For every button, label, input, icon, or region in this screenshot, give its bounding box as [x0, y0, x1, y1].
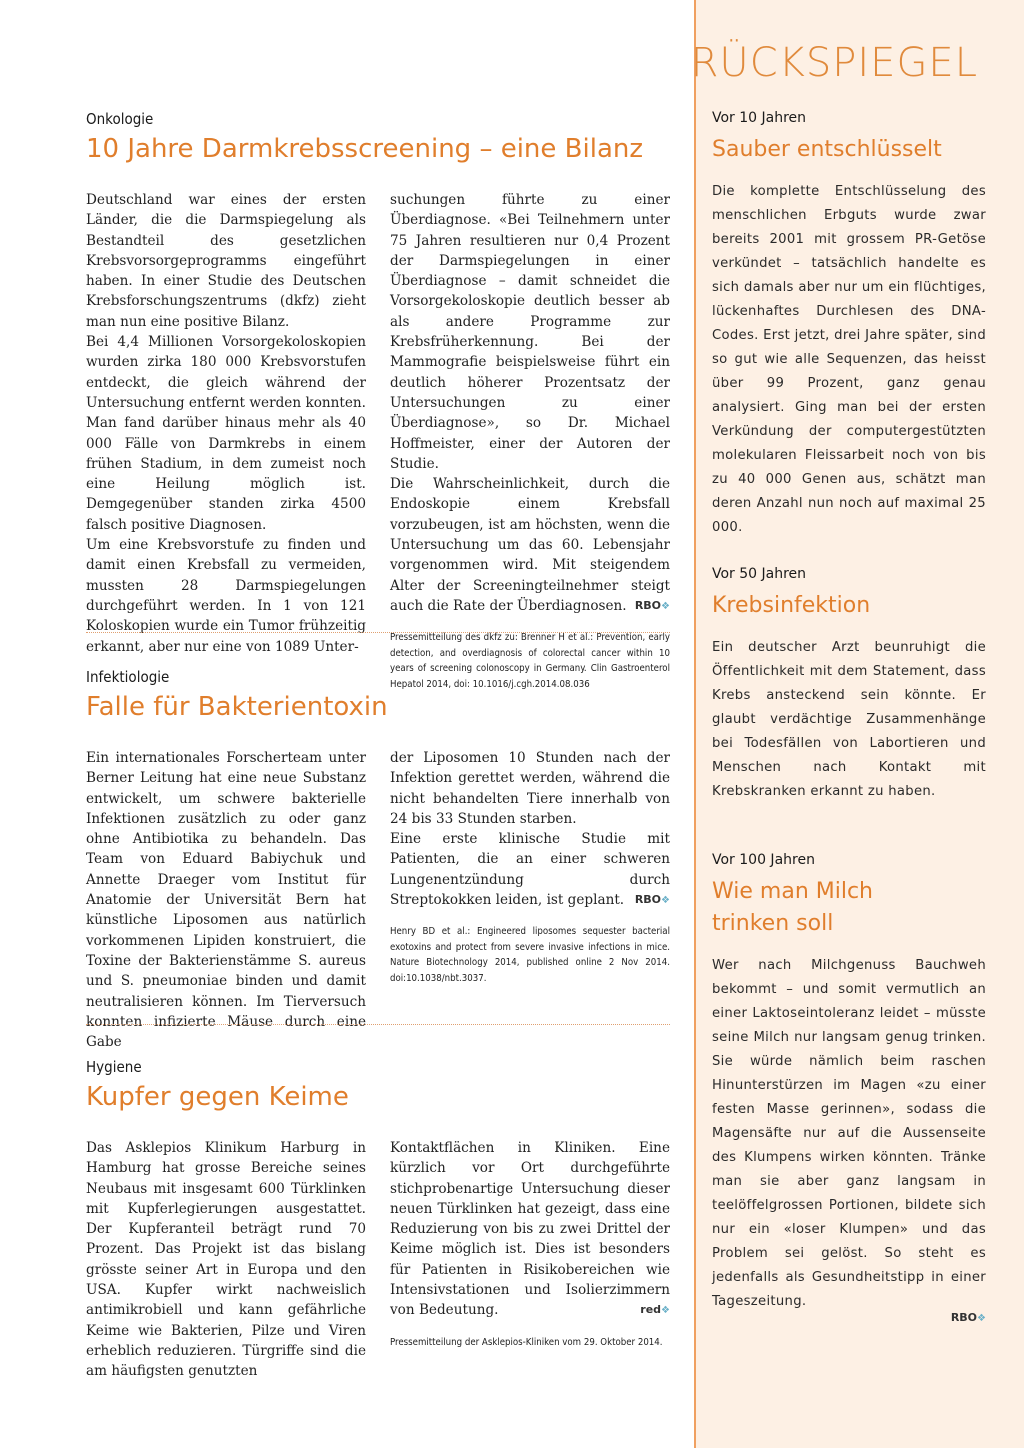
paragraph-text: Kontaktflächen in Kliniken. Eine kürzlich vor Ort durchgeführte stichprobenartige Untersuchung dieser neuen Türklinken hat gezeigt, dass eine Reduzierung von bis zu zwei Drittel der Keime möglich ist. Dies ist besonders für Patienten in Risikobereichen wie Intensivstationen und Isolierzimmern von Bedeutung.	[390, 1140, 670, 1319]
source-citation: Pressemitteilung des dkfz zu: Brenner H et al.: Prevention, early detection, and overdiagnosis of colorectal cancer within 10 years of screening colonoscopy in Germany. Clin Gastroenterol Hepatol 2014, doi: 10.1016/j.cgh.2014.08.036	[390, 632, 670, 690]
column-left	[86, 190, 366, 657]
article-headline: Kupfer gegen Keime	[86, 1082, 349, 1112]
signature-text: RBO	[634, 598, 662, 612]
headline-line: trinken soll	[712, 911, 834, 936]
signature-text: RBO	[634, 893, 662, 907]
sidebar-signature	[951, 1311, 986, 1324]
article-headline: Falle für Bakterientoxin	[86, 692, 388, 722]
article-oncology	[86, 110, 670, 164]
article-kicker: Onkologie	[86, 110, 154, 128]
sidebar-headline	[712, 876, 986, 940]
paragraph: Um eine Krebsvorstufe zu finden und damit einen Krebsfall zu vermeiden, mussten 28 Darmspiegelungen durchgeführt werden. In 1 von 121 Koloskopien wurde ein Tumor frühzeitig erkannt, aber nur eine von 1089 Unter-	[86, 537, 366, 655]
sidebar-kicker: Vor 100 Jahren	[712, 852, 815, 868]
article-infectiology	[86, 668, 670, 722]
paragraph	[390, 829, 670, 910]
paragraph-text: Eine erste klinische Studie mit Patienten, die an einer schweren Lungenentzündung durch Streptokokken leiden, ist geplant.	[390, 831, 670, 909]
sidebar-item-100-years	[712, 852, 986, 1314]
sidebar-headline: Sauber entschlüsselt	[712, 137, 942, 162]
sidebar-title: RÜCKSPIEGEL	[690, 40, 978, 86]
column-right	[390, 190, 670, 692]
sidebar-body: Ein deutscher Arzt beunruhigt die Öffentlichkeit mit dem Statement, dass Krebs ansteckend sein könnte. Er glaubt verdächtige Zusammenhänge bei Todesfällen von Labortieren und Menschen nach Kontakt mit Krebskranken erkannt zu haben.	[712, 640, 986, 799]
sidebar-rueckspiegel	[690, 0, 1024, 1448]
diamond-icon: ❖	[977, 1313, 986, 1324]
author-signature	[635, 890, 670, 911]
author-signature	[640, 1300, 670, 1321]
column-left	[86, 1138, 366, 1382]
sidebar-body: Die komplette Entschlüsselung des menschlichen Erbguts wurde zwar bereits 2001 mit grossem PR-Getöse verkündet – tatsächlich handelte es sich damals aber nur um ein flüchtiges, lückenhaftes Durchlesen des DNA-Codes. Erst jetzt, drei Jahre später, sind so gut wie alle Sequenzen, das heisst über 99 Prozent, ganz genau analysiert. Ging man bei der ersten Verkündung der computergestützten molekularen Fleissarbeit noch von bis zu 40 000 Genen aus, schätzt man deren Anzahl nun noch auf maximal 25 000.	[712, 184, 986, 535]
diamond-icon: ❖	[661, 1305, 670, 1317]
column-right	[390, 1138, 670, 1350]
source-citation: Henry BD et al.: Engineered liposomes sequester bacterial exotoxins and protect from severe invasive infections in mice. Nature Biotechnology 2014, published online 2 Nov 2014. doi:10.1038/nbt.3037.	[390, 926, 670, 984]
column-right	[390, 748, 670, 986]
divider	[86, 632, 670, 633]
paragraph: der Liposomen 10 Stunden nach der Infektion gerettet werden, während die nicht behandelten Tiere innerhalb von 24 bis 33 Stunden starben.	[390, 750, 670, 827]
author-signature	[635, 596, 670, 617]
headline-line: Wie man Milch	[712, 879, 874, 904]
sidebar-item-10-years	[712, 110, 986, 540]
divider	[86, 1024, 670, 1025]
sidebar-kicker: Vor 10 Jahren	[712, 110, 807, 126]
paragraph	[390, 474, 670, 616]
article-kicker: Hygiene	[86, 1058, 142, 1076]
signature-text: red	[640, 1303, 662, 1317]
sidebar-item-50-years	[712, 566, 986, 804]
paragraph: Ein internationales Forscherteam unter Berner Leitung hat eine neue Substanz entwickelt, um schwere bakterielle Infektionen zusätzlich zu oder ganz ohne Antibiotika zu behandeln. Das Team von Eduard Babiychuk und Annette Draeger vom Institut für Anatomie der Universität Bern hat künstliche Liposomen aus natürlich vorkommenen Lipiden konstruiert, die Toxine der Bakterienstämme S. aureus und S. pneumoniae binden und damit neutralisieren können. Im Tierversuch konnten infizierte Mäuse durch eine Gabe	[86, 750, 366, 1051]
article-headline: 10 Jahre Darmkrebsscreening – eine Bilanz	[86, 134, 644, 164]
column-left	[86, 748, 366, 1052]
signature-text: RBO	[950, 1311, 978, 1324]
paragraph: Das Asklepios Klinikum Harburg in Hamburg hat grosse Bereiche seines Neubaus mit insgesamt 600 Türklinken mit Kupferlegierungen ausgestattet. Der Kupferanteil beträgt rund 70 Prozent. Das Projekt ist das bislang grösste seiner Art in Europa und den USA. Kupfer wirkt nachweislich antimikrobiell und kann gefährliche Keime wie Bakterien, Pilze und Viren erheblich reduzieren. Türgriffe sind die am häufigsten genutzten	[86, 1140, 366, 1380]
paragraph-text: Die Wahrscheinlichkeit, durch die Endoskopie einem Krebsfall vorzubeugen, ist am höchsten, wenn die Untersuchung um das 60. Lebensjahr vorgenommen wird. Mit steigendem Alter der Screeningteilnehmer steigt auch die Rate der Überdiagnosen.	[390, 476, 670, 614]
sidebar-headline: Krebsinfektion	[712, 593, 871, 618]
source-citation: Pressemitteilung der Asklepios-Kliniken vom 29. Oktober 2014.	[390, 1336, 663, 1348]
paragraph: Bei 4,4 Millionen Vorsorgekoloskopien wurden zirka 180 000 Krebsvorstufen entdeckt, die gleich während der Untersuchung entfernt werden konnten. Man fand darüber hinaus mehr als 40 000 Fälle von Darmkrebs in einem frühen Stadium, in dem zumeist noch eine Heilung möglich ist. Demgegenüber standen zirka 4500 falsch positive Diagnosen.	[86, 334, 366, 533]
paragraph: Deutschland war eines der ersten Länder, die die Darmspiegelung als Bestandteil des gesetzlichen Krebsvorsorgeprogramms eingeführt haben. In einer Studie des Deutschen Krebsforschungszentrums (dkfz) zieht man nun eine positive Bilanz.	[86, 192, 366, 330]
diamond-icon: ❖	[661, 895, 670, 907]
article-hygiene	[86, 1058, 670, 1112]
diamond-icon: ❖	[661, 600, 670, 612]
paragraph: suchungen führte zu einer Überdiagnose. «Bei Teilnehmern unter 75 Jahren resultieren nur 0,4 Prozent der Darmspiegelungen in einer Überdiagnose – damit schneidet die Vorsorgekoloskopie deutlich besser ab als andere Programme zur Krebsfrüherkennung. Bei der Mammografie beispielsweise führt ein deutlich höherer Prozentsatz der Untersuchungen zu einer Überdiagnose», so Dr. Michael Hoffmeister, einer der Autoren der Studie.	[390, 192, 670, 472]
paragraph	[390, 1138, 670, 1321]
article-kicker: Infektiologie	[86, 668, 170, 686]
sidebar-kicker: Vor 50 Jahren	[712, 566, 807, 582]
sidebar-body: Wer nach Milchgenuss Bauchweh bekommt – und somit vermutlich an einer Laktoseintoleranz leidet – müsste seine Milch nur langsam genug trinken. Sie würde nämlich beim raschen Hinunterstürzen im Magen «zu einer festen Masse gerinnen», sodass die Magensäfte nur auf die Aussenseite des Klumpens wirken könnten. Tränke man sie aber ganz langsam in teelöffelgrossen Portionen, bildete sich nur ein «loser Klumpen» und das Problem sei gelöst. So steht es jedenfalls als Gesundheitstipp in einer Tageszeitung.	[712, 958, 986, 1309]
